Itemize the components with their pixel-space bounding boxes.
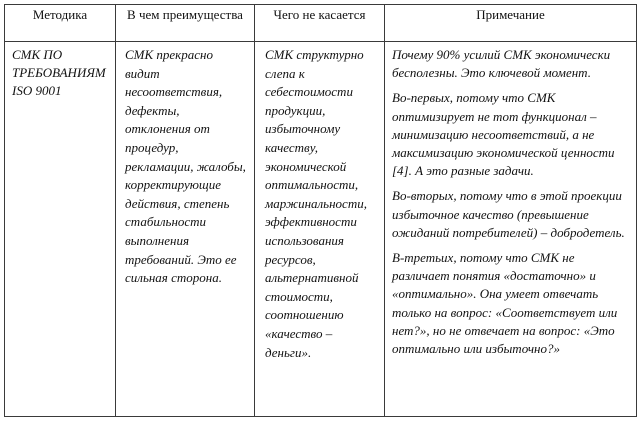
cell-notes — [385, 42, 637, 417]
table-header — [5, 5, 637, 42]
header-notes: Примечание — [385, 5, 637, 42]
advantages-text: СМК прекрасно видит несоответствия, дефекты, отклонения от процедур, рекламации, жалобы, корректирующие действия, степень стабильности выполнения требований. Это ее сильная сторона. — [125, 47, 246, 286]
cell-advantages — [116, 42, 255, 417]
table-body — [5, 42, 637, 417]
note-paragraph-2: Во-первых, потому что СМК оптимизирует не тот функционал – минимизацию несоответствий, а не максимизацию экономической ценности [4]. А это разные задачи. — [392, 90, 615, 179]
method-text: СМК ПО ТРЕБОВАНИЯМ ISO 9001 — [12, 47, 106, 98]
comparison-table — [4, 4, 637, 417]
note-paragraph-1: Почему 90% усилий СМК экономически бесполезны. Это ключевой момент. — [392, 47, 611, 81]
comparison-table-wrapper — [4, 4, 636, 417]
note-paragraph-4: В-третьих, потому что СМК не различает понятия «достаточно» и «оптимально». Она умеет отвечать только на вопрос: «Соответствует или нет?», но не отвечает на вопрос: «Это оптимально или избыточно?» — [392, 250, 618, 357]
header-not-concerned: Чего не касается — [255, 5, 385, 42]
cell-not-concerned — [255, 42, 385, 417]
table-row — [5, 42, 637, 417]
note-paragraph-3: Во-вторых, потому что в этой проекции избыточное качество (превышение ожиданий потребителей) – добродетель. — [392, 188, 625, 240]
not-concerned-text: СМК структурно слепа к себестоимости продукции, избыточному качеству, экономической оптимальности, маржинальности, эффективности использования ресурсов, альтернативной стоимости, соотношению «качество – деньги». — [265, 47, 367, 360]
header-method: Методика — [5, 5, 116, 42]
header-advantages: В чем преимущества — [116, 5, 255, 42]
header-row — [5, 5, 637, 42]
cell-method — [5, 42, 116, 417]
